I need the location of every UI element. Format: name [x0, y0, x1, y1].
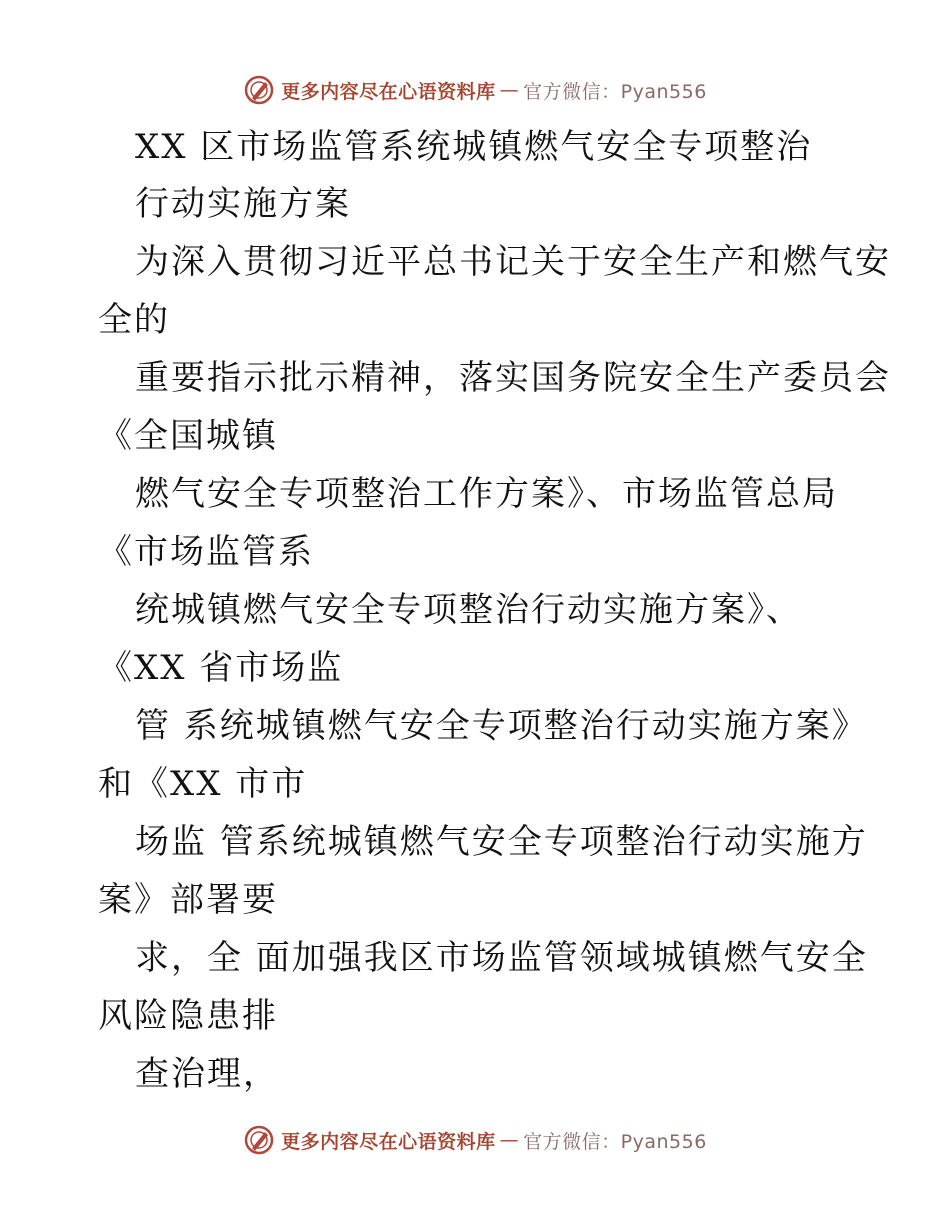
doc-line: 行动实施方案 — [135, 184, 351, 224]
doc-line: 案》部署要 — [98, 880, 278, 920]
watermark-footer — [0, 1124, 950, 1156]
doc-line: 场监 管系统城镇燃气安全专项整治行动实施方 — [135, 822, 868, 862]
watermark-wechat: 官方微信：Pyan556 — [523, 1130, 707, 1153]
watermark-text: 更多内容尽在心语资料库 — [281, 80, 496, 103]
pen-logo-icon — [243, 1124, 275, 1156]
watermark-wechat: 官方微信：Pyan556 — [523, 80, 707, 103]
doc-line: 《市场监管系 — [98, 532, 314, 572]
doc-line: 为深入贯彻习近平总书记关于安全生产和燃气安 — [135, 242, 891, 282]
doc-line: 和《XX 市市 — [98, 764, 308, 804]
doc-line: 求，全 面加强我区市场监管领域城镇燃气安全 — [135, 938, 868, 978]
doc-line: 《全国城镇 — [98, 416, 278, 456]
doc-line: 燃气安全专项整治工作方案》、市场监管总局 — [135, 474, 838, 514]
doc-line: 全的 — [98, 300, 170, 340]
doc-line: 查治理， — [135, 1054, 279, 1094]
doc-line: 风险隐患排 — [98, 996, 278, 1036]
doc-line: 管 系统城镇燃气安全专项整治行动实施方案》 — [135, 706, 868, 746]
doc-line: 统城镇燃气安全专项整治行动实施方案》、 — [135, 590, 802, 630]
watermark-text: 更多内容尽在心语资料库 — [281, 1130, 496, 1153]
doc-line: 重要指示批示精神，落实国务院安全生产委员会 — [135, 358, 891, 398]
doc-line: XX 区市场监管系统城镇燃气安全专项整治 — [135, 127, 813, 167]
watermark-separator: — — [499, 79, 520, 101]
watermark-separator: — — [499, 1129, 520, 1151]
doc-line: 《XX 省市场监 — [98, 648, 344, 688]
